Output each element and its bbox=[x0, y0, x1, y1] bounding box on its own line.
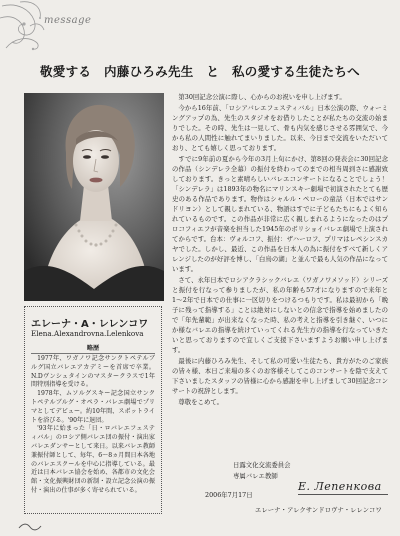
letter-paragraph: 第30回記念公演に際し、心からのお祝いを申し上げます。 bbox=[178, 93, 346, 101]
section-label: message bbox=[44, 15, 92, 26]
handwritten-signature: E. Лепенкова bbox=[298, 480, 388, 495]
signature-role: 専属バレエ教師 bbox=[233, 472, 278, 480]
letter-body bbox=[172, 92, 388, 454]
profile-name-ja: エレーナ・A・レレンコワ bbox=[31, 319, 149, 330]
letter-paragraph: 今から16年前、「ロシアバレエフェスティバル」日本公演の際、ウォーミングアップの為、先生のスタジオをお借りしたことが私たちの交流の始まりでした。その時、先生は一見して、骨も内気を感じさせる雰囲気で、今から私の人間性に触れてまいりました。以来、今日まで交流をいただいており、とても嬉しく思っております。 bbox=[172, 104, 388, 152]
letter-paragraph: すでに9年前の夏から今年の3月上旬にかけ、第8回の発表会に30回記念の作品（シンデレラ全幕）の振付を終わってのまでの相当周到さに感謝致しております。きっと素晴らしいバレエコンサートになることでしょう！「シンデレラ」は1893年の物名にマリンスキー劇場で初演されたとても歴史のある作品であります。物作はシャルル・ペローの童話（日本ではサンドリヨン）として親しまれている、物語はすでに子どもたちにもよく知られているものです。この作品が非常に広く親しまれるようになったのはプロコフィエフが音楽を担当した1945年のボリショイバレエ劇場で上演されてからです。台本：ヴォルコフ、振付：ザハーロフ、プリマはレペシンスカヤでした。しかし、最近、この作品を日本人の為に振付をすべて新しくアレンジしたのが好評を博し、「白鳥の湖」と並んで最も人気の作品になっています。 bbox=[172, 155, 388, 273]
portrait-photo bbox=[24, 93, 164, 301]
signature-name: エレーナ・アレクサンドロヴナ・レレンコワ bbox=[255, 506, 382, 514]
wave-ornament-icon bbox=[18, 522, 42, 532]
signature-date: 2006年7月17日 bbox=[205, 491, 253, 499]
bio-paragraph: 1977年、ワガノワ記念サンクトペテルブルグ国立バレエアカデミーを首席で卒業。N.Dヴンシュタインのマスタークラスで1年間特別指導を受ける。 bbox=[31, 355, 155, 389]
letter-paragraph: さて、永年日本でロシアクラシックバレエ（ワガノワメソッド）シリーズと振付を行なって参りましたが、私の年齢も57才になりますので来年と1〜2年で日本での仕事に一区切りをつけるつもりです。私は最初から「晩子に残って指導する」ことは絶対にしないとの信念で指導を始めましたので「年先輩範」が出来なくなった時、私の考えと指導を引き継ぐ、いつにか様なバレエの指導を続けていってくれる先生方の指導を行なっていきたいと思っておりますので宜しくご支援下さいますようお願い申し上げます。 bbox=[172, 276, 388, 354]
bio-heading: 略歴 bbox=[31, 343, 155, 354]
profile-box bbox=[24, 306, 162, 514]
bio-paragraph: '93年に始まった「日・ロバレエフェスティバル」のロシア側バレエ団の振付・演出家バレエダンサーとして来日。以来バレエ教師兼振付師として、毎年、6～8ヵ月間日本各地のバレエスクールを中心に指導している。最近は日本バレエ協会を始め、各都市の文化会館・文化振興財団の新制・設立記念公演の振付・演出の仕事が多く寄せられている。 bbox=[31, 425, 155, 494]
bio-text bbox=[31, 355, 155, 496]
signature-organization: 日露文化交流委員会 bbox=[233, 461, 291, 469]
letter-closing: 尊敬をこめて。 bbox=[178, 398, 223, 406]
flourish-ornament-icon bbox=[0, 0, 120, 54]
bio-paragraph: 1978年、ムソルグスキー記念国立サンクトペテルブルグ・オペラ・バレエ劇場でプリマとしてデビュー。約10年間、スポットライトを浴びる。'90年に退団。 bbox=[31, 390, 155, 424]
page-title: 敬愛する 内藤ひろみ先生 と 私の愛する生徒たちへ bbox=[39, 64, 360, 79]
profile-name-en: Elena.Alexandrovna.Lelenkova bbox=[31, 329, 144, 338]
letter-paragraph: 最後に内藤ひろみ先生、そして私の可愛い生徒たち、貴方がたのご家族の皆々様、本日ご来場の多くのお客様そしてこのコンサートを陰で支えて下さいましたスタッフの皆様に心から感謝を申し上げまして30回記念コンサートの祝辞とします。 bbox=[172, 357, 388, 395]
